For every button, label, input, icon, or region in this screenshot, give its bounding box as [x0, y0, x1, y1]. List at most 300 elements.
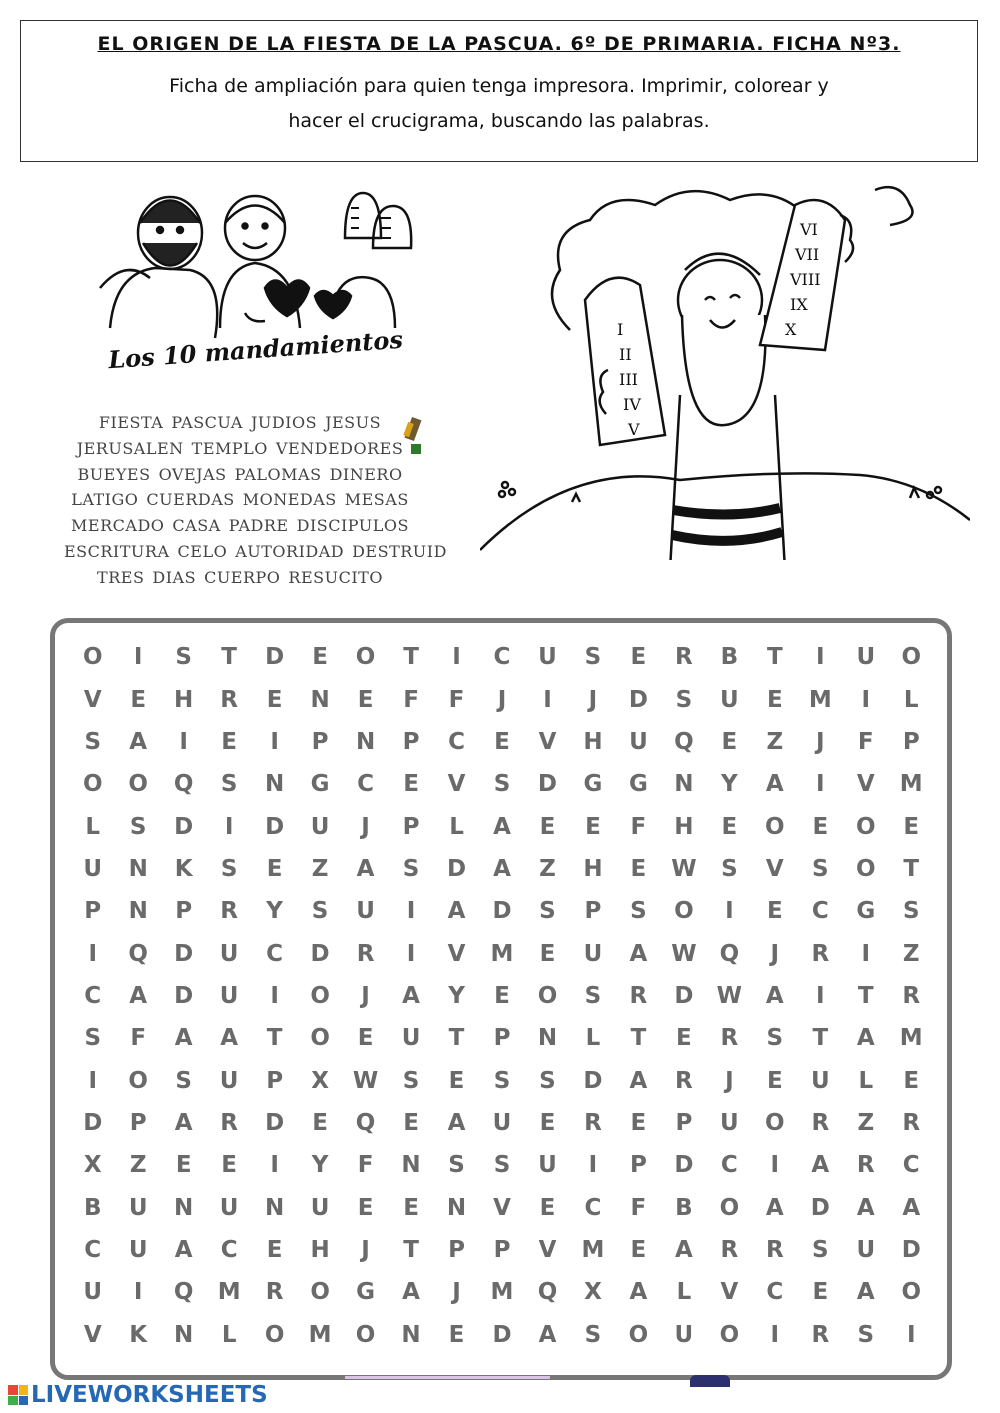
grid-cell[interactable]: U — [219, 1194, 239, 1221]
grid-cell[interactable]: N — [174, 1321, 194, 1348]
grid-cell[interactable]: D — [310, 940, 330, 967]
grid-cell[interactable]: M — [217, 1279, 241, 1306]
grid-cell[interactable]: R — [675, 644, 693, 671]
grid-cell[interactable]: D — [492, 898, 512, 925]
grid-cell[interactable]: E — [721, 813, 738, 840]
grid-cell[interactable]: N — [128, 855, 148, 882]
grid-cell[interactable]: E — [357, 686, 374, 713]
grid-cell[interactable]: I — [270, 728, 279, 755]
grid-cell[interactable]: O — [310, 982, 330, 1009]
grid-cell[interactable]: S — [493, 771, 511, 798]
grid-cell[interactable]: E — [494, 982, 510, 1009]
grid-cell[interactable]: E — [175, 1152, 192, 1179]
grid-cell[interactable]: O — [310, 1025, 330, 1052]
grid-cell[interactable]: U — [310, 1194, 330, 1221]
grid-cell[interactable]: W — [352, 1067, 379, 1094]
grid-cell[interactable]: T — [448, 1025, 465, 1052]
grid-cell[interactable]: E — [766, 1067, 783, 1094]
grid-cell[interactable]: I — [816, 982, 825, 1009]
grid-cell[interactable]: N — [401, 1321, 421, 1348]
grid-cell[interactable]: D — [265, 644, 285, 671]
grid-cell[interactable]: U — [720, 686, 739, 713]
grid-cell[interactable]: Q — [173, 771, 194, 798]
grid-cell[interactable]: E — [630, 1110, 647, 1137]
grid-cell[interactable]: N — [537, 1025, 558, 1052]
grid-cell[interactable]: C — [448, 728, 465, 755]
grid-cell[interactable]: S — [539, 1067, 556, 1094]
grid-cell[interactable]: R — [720, 1025, 739, 1052]
grid-cell[interactable]: R — [811, 1110, 830, 1137]
grid-cell[interactable]: A — [129, 728, 148, 755]
grid-cell[interactable]: P — [584, 898, 602, 925]
grid-cell[interactable]: U — [356, 898, 375, 925]
grid-cell[interactable]: D — [537, 771, 558, 798]
grid-cell[interactable]: P — [402, 813, 420, 840]
grid-cell[interactable]: J — [725, 1067, 734, 1094]
grid-cell[interactable]: F — [357, 1152, 374, 1179]
grid-cell[interactable]: S — [220, 771, 238, 798]
grid-cell[interactable]: E — [221, 1152, 237, 1179]
grid-cell[interactable]: D — [492, 1321, 512, 1348]
grid-cell[interactable]: P — [402, 728, 420, 755]
grid-cell[interactable]: B — [720, 644, 739, 671]
grid-cell[interactable]: D — [583, 1067, 603, 1094]
grid-cell[interactable]: Q — [537, 1279, 558, 1306]
grid-cell[interactable]: I — [906, 1321, 916, 1348]
grid-cell[interactable]: P — [266, 1067, 284, 1094]
grid-cell[interactable]: E — [903, 813, 920, 840]
grid-cell[interactable]: J — [361, 982, 370, 1009]
grid-cell[interactable]: I — [406, 898, 416, 925]
grid-cell[interactable]: Q — [719, 940, 740, 967]
grid-cell[interactable]: D — [446, 855, 467, 882]
grid-cell[interactable]: A — [765, 1194, 784, 1221]
grid-cell[interactable]: Y — [448, 982, 465, 1009]
grid-cell[interactable]: S — [84, 1025, 102, 1052]
grid-cell[interactable]: I — [224, 813, 234, 840]
grid-cell[interactable]: U — [401, 1025, 421, 1052]
grid-cell[interactable]: D — [628, 686, 648, 713]
grid-cell[interactable]: L — [221, 1321, 237, 1348]
grid-cell[interactable]: N — [310, 686, 330, 713]
grid-cell[interactable]: T — [266, 1025, 283, 1052]
grid-cell[interactable]: R — [220, 686, 238, 713]
grid-cell[interactable]: U — [128, 1194, 148, 1221]
grid-cell[interactable]: Z — [539, 855, 556, 882]
grid-cell[interactable]: N — [265, 771, 285, 798]
grid-cell[interactable]: Z — [129, 1152, 147, 1179]
grid-cell[interactable]: S — [766, 1025, 784, 1052]
grid-cell[interactable]: T — [403, 1237, 419, 1264]
grid-cell[interactable]: J — [588, 686, 598, 713]
grid-cell[interactable]: C — [720, 1152, 738, 1179]
grid-cell[interactable]: R — [902, 982, 921, 1009]
grid-cell[interactable]: X — [584, 1279, 602, 1306]
grid-cell[interactable]: D — [83, 1110, 103, 1137]
grid-cell[interactable]: T — [403, 644, 419, 671]
grid-cell[interactable]: C — [493, 644, 511, 671]
grid-cell[interactable]: A — [447, 1110, 466, 1137]
grid-cell[interactable]: F — [630, 1194, 647, 1221]
grid-cell[interactable]: M — [899, 771, 923, 798]
grid-cell[interactable]: A — [629, 1279, 648, 1306]
grid-cell[interactable]: M — [581, 1237, 605, 1264]
grid-cell[interactable]: S — [129, 813, 147, 840]
grid-cell[interactable]: D — [674, 982, 694, 1009]
grid-cell[interactable]: V — [538, 1237, 557, 1264]
grid-cell[interactable]: T — [766, 644, 783, 671]
grid-cell[interactable]: O — [82, 644, 103, 671]
grid-cell[interactable]: A — [856, 1279, 875, 1306]
grid-cell[interactable]: H — [674, 813, 694, 840]
grid-cell[interactable]: M — [490, 1279, 514, 1306]
grid-cell[interactable]: S — [675, 686, 693, 713]
grid-cell[interactable]: G — [856, 898, 876, 925]
grid-cell[interactable]: F — [448, 686, 465, 713]
grid-cell[interactable]: O — [901, 644, 922, 671]
grid-cell[interactable]: R — [265, 1279, 284, 1306]
grid-cell[interactable]: E — [266, 686, 283, 713]
grid-cell[interactable]: L — [85, 813, 101, 840]
grid-cell[interactable]: C — [357, 771, 375, 798]
grid-cell[interactable]: R — [584, 1110, 602, 1137]
grid-cell[interactable]: A — [765, 982, 784, 1009]
grid-cell[interactable]: P — [84, 898, 102, 925]
grid-cell[interactable]: E — [676, 1025, 692, 1052]
grid-cell[interactable]: U — [583, 940, 603, 967]
grid-cell[interactable]: E — [448, 1067, 465, 1094]
grid-cell[interactable]: R — [220, 1110, 238, 1137]
grid-cell[interactable]: E — [585, 813, 601, 840]
grid-cell[interactable]: L — [449, 813, 464, 840]
grid-cell[interactable]: D — [265, 813, 285, 840]
grid-cell[interactable]: O — [901, 1279, 922, 1306]
grid-cell[interactable]: C — [584, 1194, 602, 1221]
grid-cell[interactable]: I — [406, 940, 416, 967]
grid-cell[interactable]: M — [899, 1025, 923, 1052]
grid-cell[interactable]: T — [857, 982, 874, 1009]
grid-cell[interactable]: V — [83, 686, 102, 713]
grid-cell[interactable]: I — [816, 771, 825, 798]
grid-cell[interactable]: H — [583, 728, 603, 755]
grid-cell[interactable]: H — [583, 855, 603, 882]
grid-cell[interactable]: G — [356, 1279, 376, 1306]
grid-cell[interactable]: E — [539, 940, 556, 967]
grid-cell[interactable]: O — [856, 855, 876, 882]
grid-cell[interactable]: E — [403, 1194, 419, 1221]
grid-cell[interactable]: X — [83, 1152, 102, 1179]
grid-cell[interactable]: F — [130, 1025, 147, 1052]
grid-cell[interactable]: E — [130, 686, 147, 713]
grid-cell[interactable]: M — [490, 940, 514, 967]
grid-cell[interactable]: Z — [902, 940, 920, 967]
grid-cell[interactable]: C — [84, 982, 102, 1009]
grid-cell[interactable]: P — [175, 898, 193, 925]
grid-cell[interactable]: S — [902, 898, 920, 925]
grid-cell[interactable]: S — [402, 1067, 420, 1094]
grid-cell[interactable]: E — [630, 855, 647, 882]
grid-cell[interactable]: V — [447, 940, 466, 967]
grid-cell[interactable]: O — [765, 813, 785, 840]
grid-cell[interactable]: J — [452, 1279, 461, 1306]
grid-cell[interactable]: S — [175, 1067, 192, 1094]
grid-cell[interactable]: J — [770, 940, 780, 967]
grid-cell[interactable]: T — [221, 644, 237, 671]
grid-cell[interactable]: E — [630, 1237, 647, 1264]
grid-cell[interactable]: C — [811, 898, 829, 925]
grid-cell[interactable]: B — [675, 1194, 693, 1221]
grid-cell[interactable]: A — [402, 982, 420, 1009]
grid-cell[interactable]: O — [82, 771, 103, 798]
grid-cell[interactable]: Y — [721, 771, 738, 798]
grid-cell[interactable]: E — [403, 771, 419, 798]
grid-cell[interactable]: S — [584, 644, 602, 671]
grid-cell[interactable]: M — [308, 1321, 332, 1348]
grid-cell[interactable]: E — [312, 1110, 328, 1137]
grid-cell[interactable]: A — [811, 1152, 830, 1179]
grid-cell[interactable]: W — [671, 940, 697, 967]
grid-cell[interactable]: J — [361, 813, 370, 840]
grid-cell[interactable]: K — [174, 855, 193, 882]
grid-cell[interactable]: E — [812, 1279, 829, 1306]
grid-cell[interactable]: U — [219, 940, 239, 967]
grid-cell[interactable]: E — [539, 1194, 556, 1221]
grid-cell[interactable]: I — [452, 644, 461, 671]
grid-cell[interactable]: E — [903, 1067, 920, 1094]
grid-cell[interactable]: I — [179, 728, 188, 755]
grid-cell[interactable]: U — [810, 1067, 830, 1094]
grid-cell[interactable]: W — [671, 855, 697, 882]
grid-cell[interactable]: A — [493, 813, 511, 840]
grid-cell[interactable]: D — [174, 982, 194, 1009]
grid-cell[interactable]: T — [812, 1025, 829, 1052]
grid-cell[interactable]: R — [856, 1152, 875, 1179]
grid-cell[interactable]: S — [812, 855, 829, 882]
grid-cell[interactable]: P — [129, 1110, 147, 1137]
grid-cell[interactable]: D — [810, 1194, 830, 1221]
grid-cell[interactable]: C — [266, 940, 284, 967]
grid-cell[interactable]: E — [266, 855, 283, 882]
grid-cell[interactable]: I — [588, 1152, 598, 1179]
grid-cell[interactable]: E — [448, 1321, 465, 1348]
grid-cell[interactable]: W — [716, 982, 743, 1009]
grid-cell[interactable]: A — [174, 1110, 193, 1137]
grid-cell[interactable]: S — [220, 855, 238, 882]
grid-cell[interactable]: Q — [674, 728, 694, 755]
grid-cell[interactable]: V — [83, 1321, 102, 1348]
grid-cell[interactable]: O — [537, 982, 558, 1009]
grid-cell[interactable]: R — [765, 1237, 784, 1264]
grid-cell[interactable]: A — [493, 855, 511, 882]
grid-cell[interactable]: S — [402, 855, 420, 882]
grid-cell[interactable]: S — [448, 1152, 465, 1179]
grid-cell[interactable]: I — [725, 898, 734, 925]
grid-cell[interactable]: V — [765, 855, 784, 882]
grid-cell[interactable]: A — [856, 1025, 875, 1052]
grid-cell[interactable]: L — [858, 1067, 874, 1094]
grid-cell[interactable]: C — [902, 1152, 920, 1179]
grid-cell[interactable]: Z — [857, 1110, 875, 1137]
grid-cell[interactable]: C — [220, 1237, 238, 1264]
grid-cell[interactable]: A — [174, 1025, 193, 1052]
grid-cell[interactable]: P — [629, 1152, 647, 1179]
grid-cell[interactable]: D — [174, 940, 194, 967]
grid-cell[interactable]: Y — [266, 898, 283, 925]
grid-cell[interactable]: U — [492, 1110, 512, 1137]
grid-cell[interactable]: C — [766, 1279, 784, 1306]
grid-cell[interactable]: R — [811, 1321, 830, 1348]
grid-cell[interactable]: J — [361, 1237, 370, 1264]
grid-cell[interactable]: M — [808, 686, 832, 713]
grid-cell[interactable]: S — [857, 1321, 875, 1348]
grid-cell[interactable]: I — [770, 1152, 780, 1179]
grid-cell[interactable]: O — [310, 1279, 330, 1306]
grid-cell[interactable]: A — [629, 1067, 648, 1094]
grid-cell[interactable]: L — [903, 686, 919, 713]
grid-cell[interactable]: A — [856, 1194, 875, 1221]
grid-cell[interactable]: I — [270, 982, 279, 1009]
grid-cell[interactable]: S — [493, 1152, 511, 1179]
grid-cell[interactable]: F — [403, 686, 419, 713]
grid-cell[interactable]: I — [133, 644, 143, 671]
grid-cell[interactable]: Q — [355, 1110, 376, 1137]
grid-cell[interactable]: U — [310, 813, 330, 840]
grid-cell[interactable]: A — [902, 1194, 921, 1221]
grid-cell[interactable]: S — [175, 644, 192, 671]
grid-cell[interactable]: S — [311, 898, 329, 925]
grid-cell[interactable]: H — [310, 1237, 330, 1264]
grid-cell[interactable]: V — [720, 1279, 739, 1306]
grid-cell[interactable]: R — [356, 940, 375, 967]
grid-cell[interactable]: N — [128, 898, 148, 925]
grid-cell[interactable]: N — [401, 1152, 421, 1179]
grid-cell[interactable]: P — [311, 728, 329, 755]
grid-cell[interactable]: F — [857, 728, 874, 755]
grid-cell[interactable]: Q — [173, 1279, 194, 1306]
grid-cell[interactable]: G — [310, 771, 330, 798]
grid-cell[interactable]: Q — [128, 940, 148, 967]
grid-cell[interactable]: S — [84, 728, 102, 755]
grid-cell[interactable]: O — [674, 898, 694, 925]
grid-cell[interactable]: I — [270, 1152, 279, 1179]
grid-cell[interactable]: A — [174, 1237, 193, 1264]
grid-cell[interactable]: T — [630, 1025, 647, 1052]
grid-cell[interactable]: E — [403, 1110, 419, 1137]
grid-cell[interactable]: V — [493, 1194, 511, 1221]
grid-cell[interactable]: F — [630, 813, 647, 840]
grid-cell[interactable]: E — [766, 898, 783, 925]
grid-cell[interactable]: I — [543, 686, 552, 713]
grid-cell[interactable]: A — [220, 1025, 239, 1052]
grid-cell[interactable]: T — [903, 855, 920, 882]
grid-cell[interactable]: A — [538, 1321, 557, 1348]
grid-cell[interactable]: R — [902, 1110, 921, 1137]
grid-cell[interactable]: J — [816, 728, 825, 755]
grid-cell[interactable]: I — [861, 940, 871, 967]
grid-cell[interactable]: O — [719, 1194, 740, 1221]
grid-cell[interactable]: B — [83, 1194, 102, 1221]
grid-cell[interactable]: U — [219, 1067, 239, 1094]
grid-cell[interactable]: U — [720, 1110, 739, 1137]
grid-cell[interactable]: I — [133, 1279, 143, 1306]
grid-cell[interactable]: E — [312, 644, 328, 671]
grid-cell[interactable]: H — [174, 686, 194, 713]
grid-cell[interactable]: P — [493, 1025, 511, 1052]
grid-cell[interactable]: V — [538, 728, 557, 755]
grid-cell[interactable]: I — [88, 1067, 98, 1094]
grid-cell[interactable]: U — [83, 855, 103, 882]
grid-cell[interactable]: U — [219, 982, 239, 1009]
grid-cell[interactable]: E — [812, 813, 829, 840]
grid-cell[interactable]: U — [538, 644, 557, 671]
grid-cell[interactable]: A — [402, 1279, 420, 1306]
grid-cell[interactable]: O — [264, 1321, 285, 1348]
grid-cell[interactable]: N — [174, 1194, 194, 1221]
grid-cell[interactable]: S — [539, 898, 556, 925]
grid-cell[interactable]: R — [629, 982, 648, 1009]
grid-cell[interactable]: O — [128, 771, 148, 798]
grid-cell[interactable]: S — [812, 1237, 829, 1264]
grid-cell[interactable]: Z — [311, 855, 329, 882]
grid-cell[interactable]: Y — [311, 1152, 329, 1179]
grid-cell[interactable]: K — [129, 1321, 148, 1348]
grid-cell[interactable]: D — [674, 1152, 694, 1179]
grid-cell[interactable]: P — [493, 1237, 511, 1264]
grid-cell[interactable]: V — [856, 771, 875, 798]
grid-cell[interactable]: O — [355, 644, 376, 671]
grid-cell[interactable]: O — [128, 1067, 148, 1094]
grid-cell[interactable]: A — [129, 982, 148, 1009]
grid-cell[interactable]: S — [584, 1321, 602, 1348]
grid-cell[interactable]: E — [357, 1194, 374, 1221]
grid-cell[interactable]: R — [811, 940, 830, 967]
grid-cell[interactable]: D — [265, 1110, 285, 1137]
grid-cell[interactable]: G — [583, 771, 603, 798]
grid-cell[interactable]: O — [765, 1110, 785, 1137]
grid-cell[interactable]: P — [448, 1237, 465, 1264]
grid-cell[interactable]: O — [355, 1321, 376, 1348]
grid-cell[interactable]: P — [902, 728, 920, 755]
grid-cell[interactable]: P — [675, 1110, 693, 1137]
grid-cell[interactable]: X — [311, 1067, 329, 1094]
grid-cell[interactable]: A — [629, 940, 648, 967]
grid-cell[interactable]: E — [539, 1110, 556, 1137]
grid-cell[interactable]: E — [221, 728, 237, 755]
grid-cell[interactable]: O — [719, 1321, 740, 1348]
grid-cell[interactable]: Z — [766, 728, 784, 755]
grid-cell[interactable]: L — [585, 1025, 601, 1052]
grid-cell[interactable]: E — [721, 728, 738, 755]
grid-cell[interactable]: U — [83, 1279, 103, 1306]
grid-cell[interactable]: O — [856, 813, 876, 840]
grid-cell[interactable]: U — [856, 1237, 876, 1264]
grid-cell[interactable]: E — [539, 813, 556, 840]
grid-cell[interactable]: N — [446, 1194, 467, 1221]
grid-cell[interactable]: U — [856, 644, 876, 671]
grid-cell[interactable]: I — [770, 1321, 780, 1348]
grid-cell[interactable]: L — [676, 1279, 692, 1306]
grid-cell[interactable]: J — [497, 686, 507, 713]
grid-cell[interactable]: I — [816, 644, 825, 671]
grid-cell[interactable]: R — [720, 1237, 739, 1264]
grid-cell[interactable]: N — [674, 771, 694, 798]
grid-cell[interactable]: N — [355, 728, 376, 755]
grid-cell[interactable]: I — [88, 940, 98, 967]
grid-cell[interactable]: S — [721, 855, 738, 882]
liveworksheets-brand[interactable] — [8, 1382, 268, 1408]
grid-cell[interactable]: A — [447, 898, 466, 925]
grid-cell[interactable]: S — [630, 898, 647, 925]
